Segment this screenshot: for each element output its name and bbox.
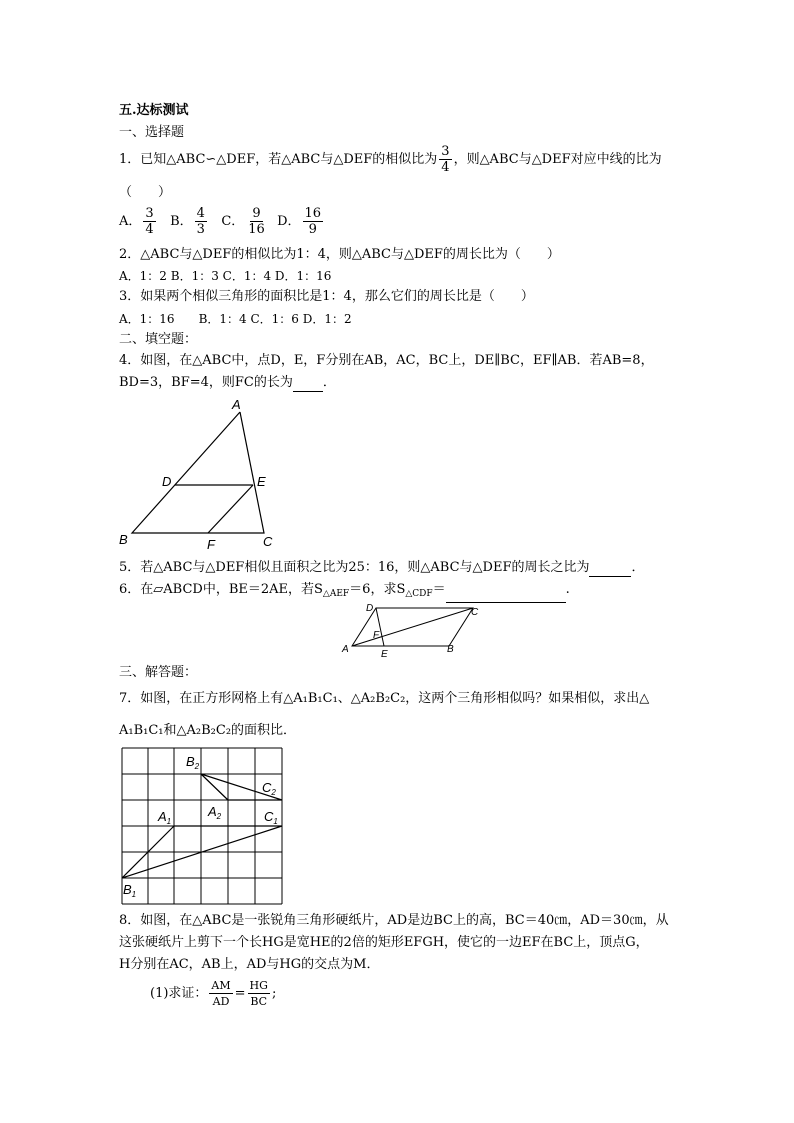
- q7-line2: A₁B₁C₁和△A₂B₂C₂的面积比．: [119, 723, 297, 738]
- q1-opt-b-fraction: [195, 206, 207, 237]
- label-b2-sub: 2: [194, 762, 200, 771]
- label-c1: [264, 809, 278, 826]
- q4-answer-blank: [293, 377, 323, 392]
- label-f: F: [373, 630, 380, 641]
- q1-opt-d-den: 9: [308, 222, 317, 237]
- q6-parallelogram-figure: [340, 598, 490, 660]
- q6-sub-cdf: △CDF: [405, 589, 433, 599]
- q1-opt-a-den: 4: [145, 222, 154, 237]
- label-b1-sub: 1: [131, 890, 137, 899]
- q1-opt-a-fraction: [143, 206, 155, 237]
- q7-grid-figure: [118, 744, 288, 910]
- label-c2-sub: 2: [271, 788, 276, 797]
- q1-opt-c-num: 9: [252, 206, 261, 221]
- q8-f2-num: HG: [249, 979, 268, 992]
- q1-opt-c-fraction: [246, 206, 267, 237]
- q8-f1-den: AD: [212, 995, 230, 1008]
- label-e: E: [257, 474, 266, 489]
- q5-stem: 5．若△ABC与△DEF相似且面积之比为25：16，则△ABC与△DEF的周长之比为: [119, 560, 590, 575]
- q8-equals: =: [234, 986, 246, 1001]
- part3-heading: 三、解答题：: [119, 665, 198, 680]
- q1-opt-c-den: 16: [248, 222, 265, 237]
- label-a1-sub: 1: [166, 817, 172, 826]
- q1-stem: [119, 144, 662, 175]
- q1-ratio-fraction: [439, 144, 451, 175]
- label-c1-letter: C: [264, 809, 274, 824]
- triangle-abc: [132, 412, 264, 533]
- q5-answer-blank: [589, 562, 631, 577]
- label-a1-letter: A: [158, 809, 167, 824]
- q8-sub1-prefix: (1)求证：: [150, 986, 208, 1001]
- q2-options: A．1：2 B．1：3 C．1：4 D．1：16: [119, 269, 332, 283]
- label-e: E: [381, 649, 388, 660]
- q8-f1-num: AM: [211, 979, 231, 992]
- part1-heading: 一、选择题: [119, 125, 185, 140]
- q6-part2: ＝6，求S: [349, 582, 406, 597]
- q1-paren: （ ）: [119, 185, 172, 200]
- label-a2: [207, 804, 222, 821]
- label-c2-letter: C: [262, 780, 272, 795]
- section-title: 五.达标测试: [119, 103, 189, 118]
- label-b1: [123, 882, 136, 899]
- q3-stem: 3．如果两个相似三角形的面积比是1：4，那么它们的周长比是（ ）: [119, 289, 534, 304]
- q6-part1: 6．在▱ABCD中，BE＝2AE，若S: [119, 582, 323, 597]
- q8-f2-den: BC: [250, 995, 268, 1008]
- label-b: B: [447, 644, 454, 655]
- q8-line3: H分别在AC，AB上，AD与HG的交点为M．: [119, 957, 380, 972]
- label-c: C: [471, 607, 479, 618]
- q1-options: [119, 206, 325, 237]
- label-c2: [262, 780, 276, 797]
- q6-part3: ＝: [432, 582, 446, 597]
- q8-frac-am-ad: [209, 978, 232, 1009]
- q1-opt-b-label: B．: [170, 214, 193, 229]
- q8-frac-hg-bc: [248, 978, 270, 1009]
- q2-stem: 2．△ABC与△DEF的相似比为1：4，则△ABC与△DEF的周长比为（ ）: [119, 247, 560, 262]
- segment-ef: [208, 485, 253, 533]
- q1-suffix: ，则△ABC与△DEF对应中线的比为: [453, 152, 662, 167]
- q1-opt-d-fraction: [303, 206, 324, 237]
- label-d: D: [366, 603, 374, 614]
- q1-opt-c-label: C．: [221, 214, 245, 229]
- label-b: B: [119, 532, 128, 547]
- q1-opt-b-num: 4: [196, 206, 205, 221]
- q1-opt-d-label: D．: [277, 214, 301, 229]
- label-b2: [186, 754, 200, 771]
- label-a: A: [232, 397, 241, 412]
- q1-opt-b-den: 3: [196, 222, 205, 237]
- q8-sub1: [150, 978, 276, 1009]
- q4-line2-end: ．: [322, 375, 336, 390]
- q4-triangle-figure: [112, 396, 282, 556]
- q3-options: A．1：16 B．1：4 C．1：6 D．1：2: [119, 312, 352, 326]
- part2-heading: 二、填空题：: [119, 332, 198, 347]
- q8-line2: 这张硬纸片上剪下一个长HG是宽HE的2倍的矩形EFGH，使它的一边EF在BC上，顶点G，: [119, 935, 649, 950]
- q1-ratio-den: 4: [441, 160, 450, 175]
- q6-sub-aef: △AEF: [322, 589, 350, 599]
- q6-end: .: [565, 582, 570, 597]
- label-b1-letter: B: [123, 882, 132, 897]
- label-a2-sub: 2: [216, 812, 222, 821]
- q4-line2: [119, 374, 336, 392]
- q1-opt-a-num: 3: [145, 206, 154, 221]
- q1-opt-d-num: 16: [304, 206, 322, 221]
- label-a2-letter: A: [208, 804, 217, 819]
- label-a: A: [342, 644, 349, 655]
- q8-sub1-end: ;: [271, 986, 277, 1001]
- q5-text: [119, 559, 645, 577]
- q1-ratio-num: 3: [441, 144, 450, 159]
- q1-opt-a-label: A．: [119, 214, 142, 229]
- label-a1: [157, 809, 171, 826]
- label-c: C: [263, 534, 273, 549]
- label-c1-sub: 1: [273, 817, 278, 826]
- q4-line1: 4．如图，在△ABC中，点D，E，F分别在AB，AC，BC上，DE∥BC，EF∥AB．若AB=8，: [119, 353, 654, 368]
- q1-prefix: 1．已知△ABC∽△DEF，若△ABC与△DEF的相似比为: [119, 152, 438, 167]
- q7-line1: 7．如图，在正方形网格上有△A₁B₁C₁、△A₂B₂C₂，这两个三角形相似吗？如果相似，求出△: [119, 691, 650, 706]
- label-f: F: [207, 537, 215, 552]
- q4-line2-text: BD=3，BF=4，则FC的长为: [119, 375, 293, 390]
- label-d: D: [162, 474, 172, 489]
- q5-end: ．: [631, 560, 645, 575]
- label-b2-letter: B: [186, 754, 195, 769]
- q8-line1: 8．如图，在△ABC是一张锐角三角形硬纸片，AD是边BC上的高，BC＝40㎝，AD＝30㎝，从: [119, 913, 669, 928]
